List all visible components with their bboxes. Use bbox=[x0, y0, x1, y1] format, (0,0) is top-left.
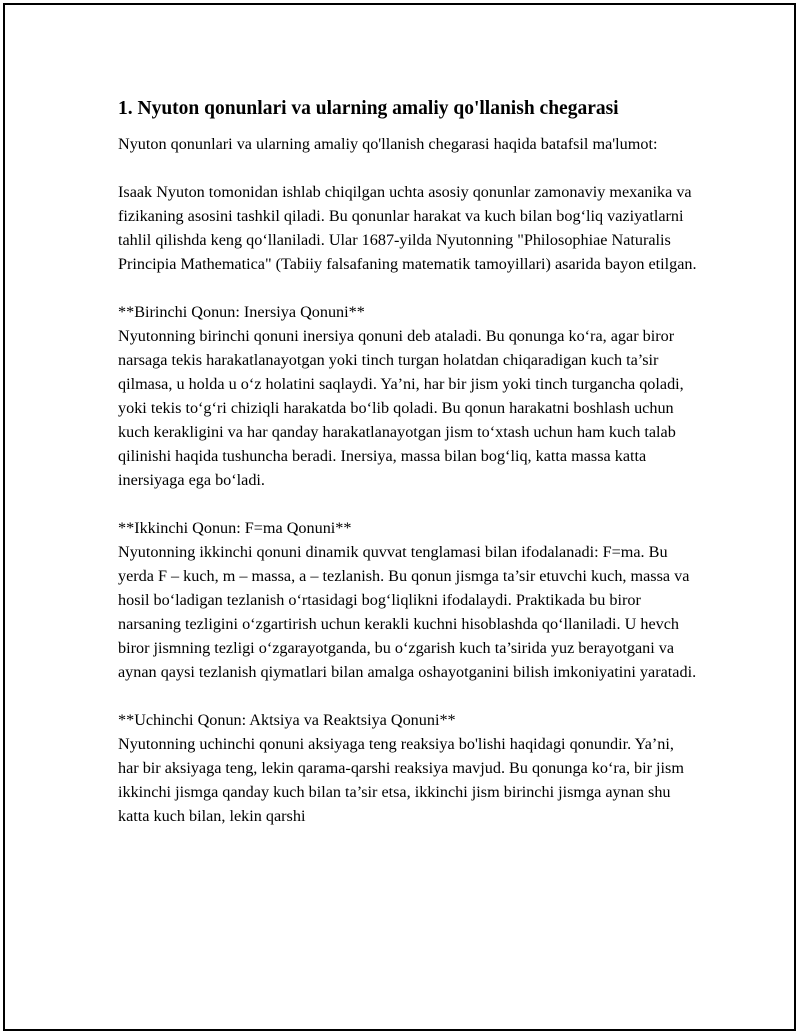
intro-paragraph: Nyuton qonunlari va ularning amaliy qo'llanish chegarasi haqida batafsil ma'lumot: bbox=[118, 135, 658, 153]
background-paragraph: Isaak Nyuton tomonidan ishlab chiqilgan uchta asosiy qonunlar zamonaviy mexanika va fizikaning asosini tashkil qiladi. Bu qonunlar harakat va kuch bilan bog‘liq vaziyatlarni tahlil qilishda keng qo‘llaniladi. Ular 1687-yilda Nyutonning "Philosophiae Naturalis Principia Mathematica" (Tabiiy falsafaning matematik tamoyillari) asarida bayon etilgan. bbox=[118, 183, 697, 273]
law2-paragraph: Nyutonning ikkinchi qonuni dinamik quvvat tenglamasi bilan ifodalanadi: F=ma. Bu yerda F – kuch, m – massa, a – tezlanish. Bu qonun jismga ta’sir etuvchi kuch, massa va hosil bo‘ladigan tezlanish o‘rtasidagi bog‘liqlikni ifodalaydi. Praktikada bu biror narsaning tezligini o‘zgartirish uchun kerakli kuchni hisoblashda qo‘llaniladi. U hevch biror jismning tezligi o‘zgarayotganda, bu o‘zgarish kuch ta’sirida yuz berayotgani va aynan qaysi tezlanish qiymatlari bilan amalga oshayotganini bilish imkoniyatini yaratadi. bbox=[118, 543, 697, 681]
document-body bbox=[118, 96, 698, 828]
law3-paragraph: Nyutonning uchinchi qonuni aksiyaga teng reaksiya bo'lishi haqidagi qonundir. Ya’ni, har bir aksiyaga teng, lekin qarama-qarshi reaksiya mavjud. Bu qonunga ko‘ra, bir jism ikkinchi jismga qanday kuch bilan ta’sir etsa, ikkinchi jism birinchi jismga aynan shu katta kuch bilan, lekin qarshi bbox=[118, 735, 684, 825]
document-title: 1. Nyuton qonunlari va ularning amaliy qo'llanish chegarasi bbox=[118, 98, 619, 119]
law2-heading: **Ikkinchi Qonun: F=ma Qonuni** bbox=[118, 519, 352, 537]
law1-paragraph: Nyutonning birinchi qonuni inersiya qonuni deb ataladi. Bu qonunga ko‘ra, agar biror narsaga tekis harakatlanayotgan yoki tinch turgan holatdan chiqaradigan kuch ta’sir qilmasa, u holda u o‘z holatini saqlaydi. Ya’ni, har bir jism yoki tinch turgancha qoladi, yoki tekis to‘g‘ri chiziqli harakatda bo‘lib qoladi. Bu qonun harakatni boshlash uchun kuch kerakligini va har qanday harakatlanayotgan jism to‘xtash uchun ham kuch talab qilinishi haqida tushuncha beradi. Inersiya, massa bilan bog‘liq, katta massa katta inersiyaga ega bo‘ladi. bbox=[118, 327, 684, 489]
law1-heading: **Birinchi Qonun: Inersiya Qonuni** bbox=[118, 303, 365, 321]
law3-heading: **Uchinchi Qonun: Aktsiya va Reaktsiya Qonuni** bbox=[118, 711, 456, 729]
